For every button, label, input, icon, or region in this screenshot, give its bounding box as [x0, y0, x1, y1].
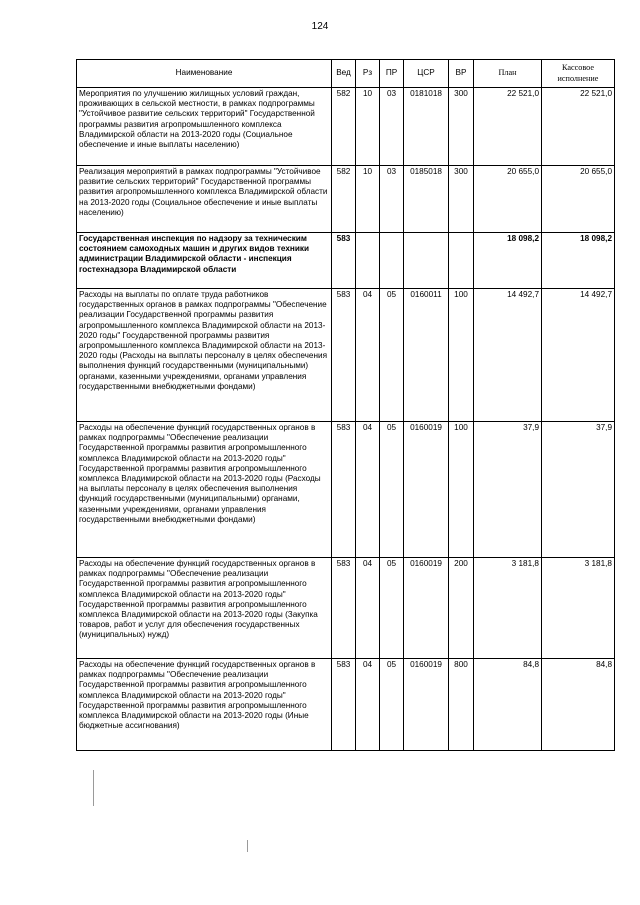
page-number: 124	[311, 21, 329, 32]
row-plan: 22 521,0	[474, 88, 542, 166]
header-plan: План	[474, 60, 542, 88]
row-pr: 05	[380, 422, 404, 558]
header-name: Наименование	[77, 60, 332, 88]
budget-table	[76, 59, 615, 751]
table-row-department	[77, 233, 615, 289]
row-plan: 84,8	[474, 659, 542, 751]
row-cash: 22 521,0	[542, 88, 615, 166]
row-ved: 583	[332, 233, 356, 289]
row-name: Реализация мероприятий в рамках подпрограммы "Устойчивое развитие сельских территорий" Государственной программы развития агропромышленного комплекса Владимирской области на 2013-2020 годы (Социальное обеспечение и иные выплаты населению)	[77, 166, 332, 233]
row-vr: 800	[449, 659, 474, 751]
row-name: Государственная инспекция по надзору за техническим состоянием самоходных машин и других видов техники администрации Владимирской области - инспекция гостехнадзора Владимирской области	[77, 233, 332, 289]
row-cash: 84,8	[542, 659, 615, 751]
row-vr: 300	[449, 88, 474, 166]
table-row	[77, 289, 615, 422]
row-vr: 200	[449, 558, 474, 659]
row-plan: 3 181,8	[474, 558, 542, 659]
row-pr: 05	[380, 289, 404, 422]
table-row	[77, 88, 615, 166]
row-name: Расходы на обеспечение функций государственных органов в рамках подпрограммы "Обеспечение реализации Государственной программы развития агропромышленного комплекса Владимирской области на 2013-2020 годы" Государственной программы развития агропромышленного комплекса Владимирской области на 2013-2020 годы (Закупка товаров, работ и услуг для обеспечения государственных (муниципальных) нужд)	[77, 558, 332, 659]
header-cash: Кассовое исполнение	[542, 60, 615, 88]
row-csr: 0160011	[404, 289, 449, 422]
row-plan: 37,9	[474, 422, 542, 558]
header-pr: ПР	[380, 60, 404, 88]
row-rz	[356, 233, 380, 289]
row-rz: 04	[356, 422, 380, 558]
row-vr	[449, 233, 474, 289]
scan-artifact-line	[247, 840, 248, 852]
row-csr: 0160019	[404, 558, 449, 659]
row-pr: 05	[380, 558, 404, 659]
row-name: Мероприятия по улучшению жилищных условий граждан, проживающих в сельской местности, в рамках подпрограммы "Устойчивое развитие сельских территорий" Государственной программы развития агропромышленного комплекса Владимирской области на 2013-2020 годы (Социальное обеспечение и иные выплаты населению)	[77, 88, 332, 166]
row-pr: 03	[380, 88, 404, 166]
row-csr: 0160019	[404, 659, 449, 751]
row-cash: 18 098,2	[542, 233, 615, 289]
table-row	[77, 422, 615, 558]
row-plan: 14 492,7	[474, 289, 542, 422]
row-rz: 04	[356, 659, 380, 751]
row-cash: 14 492,7	[542, 289, 615, 422]
row-csr	[404, 233, 449, 289]
header-ved: Вед	[332, 60, 356, 88]
header-vr: ВР	[449, 60, 474, 88]
row-plan: 18 098,2	[474, 233, 542, 289]
scan-artifact-line	[93, 770, 94, 806]
row-ved: 583	[332, 659, 356, 751]
row-cash: 37,9	[542, 422, 615, 558]
row-ved: 583	[332, 422, 356, 558]
row-vr: 100	[449, 289, 474, 422]
row-pr: 03	[380, 166, 404, 233]
row-rz: 10	[356, 88, 380, 166]
row-rz: 04	[356, 289, 380, 422]
row-pr	[380, 233, 404, 289]
row-ved: 582	[332, 88, 356, 166]
row-vr: 100	[449, 422, 474, 558]
row-csr: 0181018	[404, 88, 449, 166]
row-ved: 582	[332, 166, 356, 233]
row-vr: 300	[449, 166, 474, 233]
row-cash: 3 181,8	[542, 558, 615, 659]
row-ved: 583	[332, 558, 356, 659]
row-name: Расходы на выплаты по оплате труда работников государственных органов в рамках подпрограммы "Обеспечение реализации Государственной программы развития агропромышленного комплекса Владимирской области на 2013-2020 годы" Государственной программы развития агропромышленного комплекса Владимирской области на 2013-2020 годы (Расходы на выплаты персоналу в целях обеспечения выполнения функций государственными (муниципальными) органами, казенными учреждениями, органами управления государственными внебюджетными фондами)	[77, 289, 332, 422]
row-cash: 20 655,0	[542, 166, 615, 233]
table-row	[77, 558, 615, 659]
table-row	[77, 166, 615, 233]
row-name: Расходы на обеспечение функций государственных органов в рамках подпрограммы "Обеспечение реализации Государственной программы развития агропромышленного комплекса Владимирской области на 2013-2020 годы" Государственной программы развития агропромышленного комплекса Владимирской области на 2013-2020 годы (Расходы на выплаты персоналу в целях обеспечения выполнения функций государственными (муниципальными) органами, казенными учреждениями, органами управления государственными внебюджетными фондами)	[77, 422, 332, 558]
row-rz: 04	[356, 558, 380, 659]
table-row	[77, 659, 615, 751]
row-pr: 05	[380, 659, 404, 751]
row-plan: 20 655,0	[474, 166, 542, 233]
header-rz: Рз	[356, 60, 380, 88]
row-csr: 0185018	[404, 166, 449, 233]
header-csr: ЦСР	[404, 60, 449, 88]
row-name: Расходы на обеспечение функций государственных органов в рамках подпрограммы "Обеспечение реализации Государственной программы развития агропромышленного комплекса Владимирской области на 2013-2020 годы" Государственной программы развития агропромышленного комплекса Владимирской области на 2013-2020 годы (Иные бюджетные ассигнования)	[77, 659, 332, 751]
row-ved: 583	[332, 289, 356, 422]
table-header-row	[77, 60, 615, 88]
row-rz: 10	[356, 166, 380, 233]
row-csr: 0160019	[404, 422, 449, 558]
